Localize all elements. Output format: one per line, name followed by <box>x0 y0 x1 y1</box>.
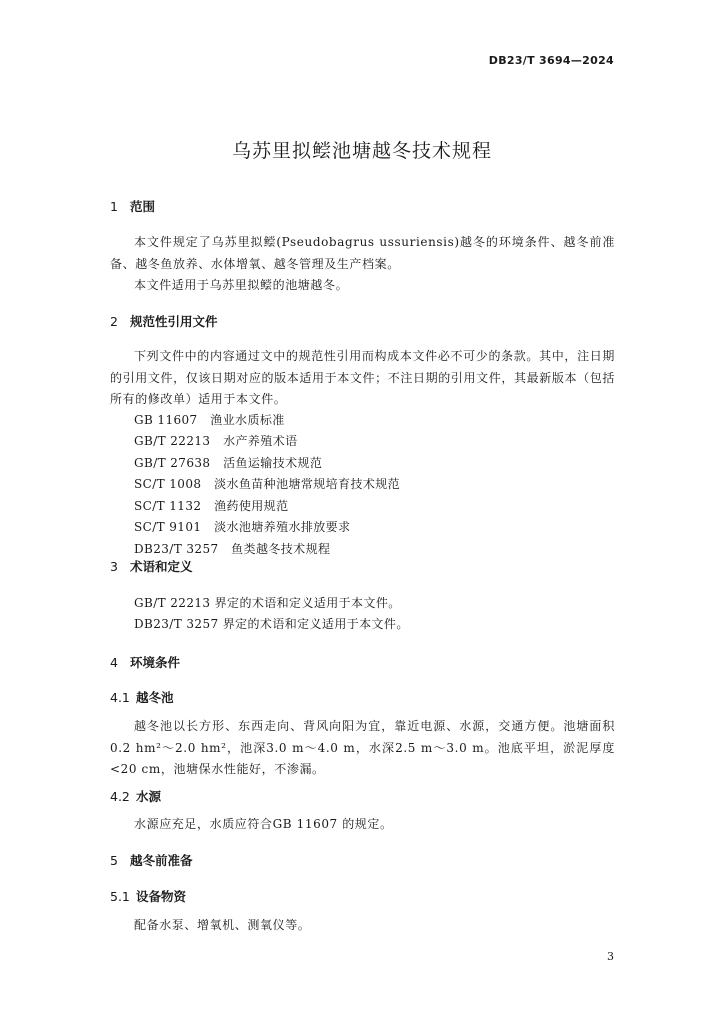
section-title: 规范性引用文件 <box>130 314 218 329</box>
section-title: 术语和定义 <box>130 559 193 574</box>
section-1-paragraph-1: 本文件规定了乌苏里拟鲿(Pseudobagrus ussuriensis)越冬的环境条件、越冬前准备、越冬鱼放养、水体增氧、越冬管理及生产档案。 <box>110 235 615 271</box>
reference-name: 淡水池塘养殖水排放要求 <box>214 520 351 534</box>
section-title: 越冬前准备 <box>130 853 193 868</box>
reference-code: GB 11607 <box>134 413 198 427</box>
section-2-heading <box>110 312 218 330</box>
section-number: 5 <box>110 853 118 868</box>
subsection-title: 水源 <box>136 789 162 804</box>
subsection-4-2-heading <box>110 787 161 805</box>
reference-name: 鱼类越冬技术规程 <box>231 542 331 556</box>
subsection-title: 设备物资 <box>136 889 187 904</box>
subsection-4-1-paragraph: 越冬池以长方形、东西走向、背风向阳为宜，靠近电源、水源，交通方便。池塘面积0.2 hm²～2.0 hm²，池深3.0 m～4.0 m，水深2.5 m～3.0 m。池底平坦，淤泥厚度<20 cm，池塘保水性能好，不渗漏。 <box>110 719 615 776</box>
reference-item <box>134 496 288 518</box>
section-3-heading <box>110 557 193 575</box>
reference-item <box>134 474 400 496</box>
document-code-header: DB23/T 3694—2024 <box>488 54 614 67</box>
reference-code: SC/T 9101 <box>134 520 202 534</box>
subsection-4-2-paragraph: 水源应充足，水质应符合GB 11607 的规定。 <box>134 817 393 831</box>
reference-name: 渔业水质标准 <box>210 413 285 427</box>
reference-code: SC/T 1008 <box>134 477 202 491</box>
section-1-paragraph-2: 本文件适用于乌苏里拟鲿的池塘越冬。 <box>134 278 349 292</box>
subsection-number: 4.2 <box>110 789 130 804</box>
section-number: 3 <box>110 559 118 574</box>
section-number: 1 <box>110 199 118 214</box>
section-3-line-1: GB/T 22213 界定的术语和定义适用于本文件。 <box>134 596 401 610</box>
reference-item <box>134 517 350 539</box>
reference-item <box>134 453 322 475</box>
reference-name: 淡水鱼苗种池塘常规培育技术规范 <box>214 477 401 491</box>
section-5-heading <box>110 851 193 869</box>
reference-name: 活鱼运输技术规范 <box>223 456 323 470</box>
section-1-heading <box>110 197 155 215</box>
reference-item <box>134 431 298 453</box>
reference-code: DB23/T 3257 <box>134 542 219 556</box>
reference-item <box>134 410 285 432</box>
section-number: 2 <box>110 314 118 329</box>
page-number: 3 <box>607 950 614 963</box>
section-2-paragraph: 下列文件中的内容通过文中的规范性引用而构成本文件必不可少的条款。其中，注日期的引用文件，仅该日期对应的版本适用于本文件；不注日期的引用文件，其最新版本（包括所有的修改单）适用于本文件。 <box>110 349 615 406</box>
document-title: 乌苏里拟鲿池塘越冬技术规程 <box>231 140 492 162</box>
section-title: 范围 <box>130 199 156 214</box>
subsection-number: 5.1 <box>110 889 130 904</box>
reference-code: GB/T 22213 <box>134 434 211 448</box>
reference-name: 水产养殖术语 <box>223 434 298 448</box>
reference-code: SC/T 1132 <box>134 499 202 513</box>
subsection-4-1-heading <box>110 688 174 706</box>
subsection-5-1-paragraph: 配备水泵、增氧机、测氧仪等。 <box>134 918 311 932</box>
reference-code: GB/T 27638 <box>134 456 211 470</box>
section-4-heading <box>110 653 180 671</box>
section-number: 4 <box>110 655 118 670</box>
section-3-line-2: DB23/T 3257 界定的术语和定义适用于本文件。 <box>134 617 409 631</box>
reference-name: 渔药使用规范 <box>214 499 289 513</box>
subsection-title: 越冬池 <box>136 690 174 705</box>
section-title: 环境条件 <box>130 655 181 670</box>
subsection-5-1-heading <box>110 887 186 905</box>
subsection-number: 4.1 <box>110 690 130 705</box>
